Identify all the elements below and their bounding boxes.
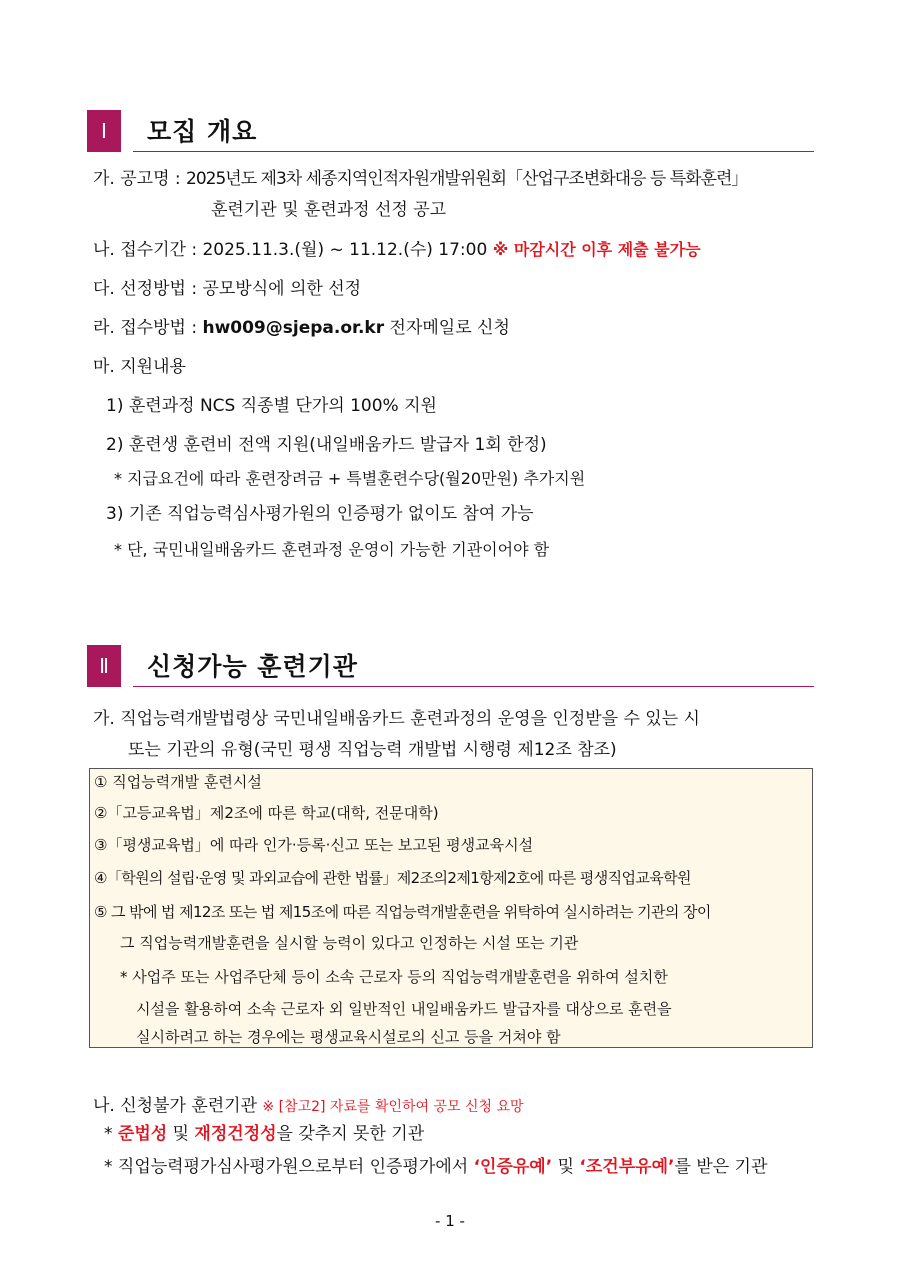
- institution-item-5-line-2: 그 직업능력개발훈련을 실시할 능력이 있다고 인정하는 시설 또는 기관: [120, 934, 579, 952]
- notice-name-text-2: 훈련기관 및 훈련과정 선정 공고: [211, 200, 447, 220]
- institution-note-line-3: 실시하려고 하는 경우에는 평생교육시설로의 신고 등을 거쳐야 함: [136, 1028, 561, 1046]
- eligible-institutions-box: [89, 768, 813, 1048]
- institution-item-2: ②「고등교육법」제2조에 따른 학교(대학, 전문대학): [94, 804, 439, 822]
- submission-method-label: 라. 접수방법 :: [93, 318, 198, 338]
- support-item-1: 1) 훈련과정 NCS 직종별 단가의 100% 지원: [106, 396, 437, 416]
- institution-item-5-line-1: ⑤ 그 밖에 법 제12조 또는 법 제15조에 따른 직업능력개발훈련을 위탁하여 실시하려는 기관의 장이: [94, 903, 711, 921]
- support-item-2: 2) 훈련생 훈련비 전액 지원(내일배움카드 발급자 1회 한정): [106, 435, 547, 455]
- ineligible-item-1: [104, 1119, 424, 1144]
- section-1-underline: [133, 151, 814, 152]
- notice-name-label: 가. 공고명 :: [93, 169, 181, 189]
- section-1-title: 모집 개요: [147, 117, 258, 146]
- ineligible-reference-note: ※ [참고2] 자료를 확인하여 공모 신청 요망: [262, 1099, 524, 1115]
- support-item-3: 3) 기존 직업능력심사평가원의 인증평가 없이도 참여 가능: [106, 504, 534, 524]
- submission-method-rest: 전자메일로 신청: [389, 318, 510, 338]
- ineligible-item-2: [104, 1152, 767, 1177]
- ineligible-item-2-rest: 를 받은 기관: [674, 1157, 768, 1177]
- ineligible-item-1-rest: 을 갖추지 못한 기관: [276, 1124, 425, 1144]
- deadline-warning: ※ 마감시간 이후 제출 불가능: [492, 240, 701, 259]
- institution-item-4: ④「학원의 설립·운영 및 과외교습에 관한 법률」제2조의2제1항제2호에 따른 평생직업교육학원: [94, 869, 691, 887]
- page-number: - 1 -: [435, 1212, 465, 1230]
- section-2-underline: [133, 686, 814, 687]
- ineligible-item-1-mid: 및: [167, 1124, 195, 1144]
- financial-soundness-keyword: 재정건정성: [194, 1124, 277, 1144]
- support-item-3-note: * 단, 국민내일배움카드 훈련과정 운영이 가능한 기관이어야 함: [114, 540, 550, 559]
- ineligible-row: [93, 1091, 524, 1116]
- reception-period-row: [93, 235, 701, 260]
- conditional-deferral-keyword: ‘조건부유예’: [579, 1157, 675, 1177]
- support-content-heading: 마. 지원내용: [93, 357, 186, 377]
- section-2-header: [87, 645, 814, 687]
- section-1-number: Ⅰ: [87, 110, 121, 152]
- ineligible-item-1-prefix: *: [104, 1124, 118, 1144]
- ineligible-heading: 나. 신청불가 훈련기관: [93, 1096, 258, 1116]
- ineligible-item-2-prefix: * 직업능력평가심사평가원으로부터 인증평가에서: [104, 1157, 474, 1177]
- section-2-number: Ⅱ: [87, 645, 121, 687]
- submission-email: hw009@sjepa.or.kr: [202, 318, 385, 338]
- notice-name-row: [93, 164, 747, 189]
- eligible-types-line-1: 가. 직업능력개발법령상 국민내일배움카드 훈련과정의 운영을 인정받을 수 있는 시: [93, 709, 700, 729]
- reception-period-text: 2025.11.3.(월) ~ 11.12.(수) 17:00: [202, 240, 488, 260]
- ineligible-item-2-mid: 및: [552, 1157, 580, 1177]
- institution-note-line-2: 시설을 활용하여 소속 근로자 외 일반적인 내일배움카드 발급자를 대상으로 훈련을: [136, 1000, 672, 1018]
- institution-note-line-1: * 사업주 또는 사업주단체 등이 소속 근로자 등의 직업능력개발훈련을 위하여 설치한: [120, 968, 668, 986]
- institution-item-1: ① 직업능력개발 훈련시설: [94, 773, 262, 791]
- support-item-2-note: * 지급요건에 따라 훈련장려금 + 특별훈련수당(월20만원) 추가지원: [114, 469, 586, 488]
- eligible-types-line-2: 또는 기관의 유형(국민 평생 직업능력 개발법 시행령 제12조 참조): [128, 740, 617, 760]
- certification-deferral-keyword: ‘인증유예’: [473, 1157, 553, 1177]
- reception-period-label: 나. 접수기간 :: [93, 240, 198, 260]
- selection-method: 다. 선정방법 : 공모방식에 의한 선정: [93, 279, 362, 299]
- section-2-title: 신청가능 훈련기관: [147, 652, 358, 681]
- submission-method-row: [93, 313, 510, 338]
- notice-name-text: 2025년도 제3차 세종지역인적자원개발위원회「산업구조변화대응 등 특화훈련」: [186, 169, 748, 189]
- compliance-keyword: 준법성: [117, 1124, 168, 1144]
- section-1-header: [87, 110, 814, 152]
- institution-item-3: ③「평생교육법」에 따라 인가·등록·신고 또는 보고된 평생교육시설: [94, 836, 534, 854]
